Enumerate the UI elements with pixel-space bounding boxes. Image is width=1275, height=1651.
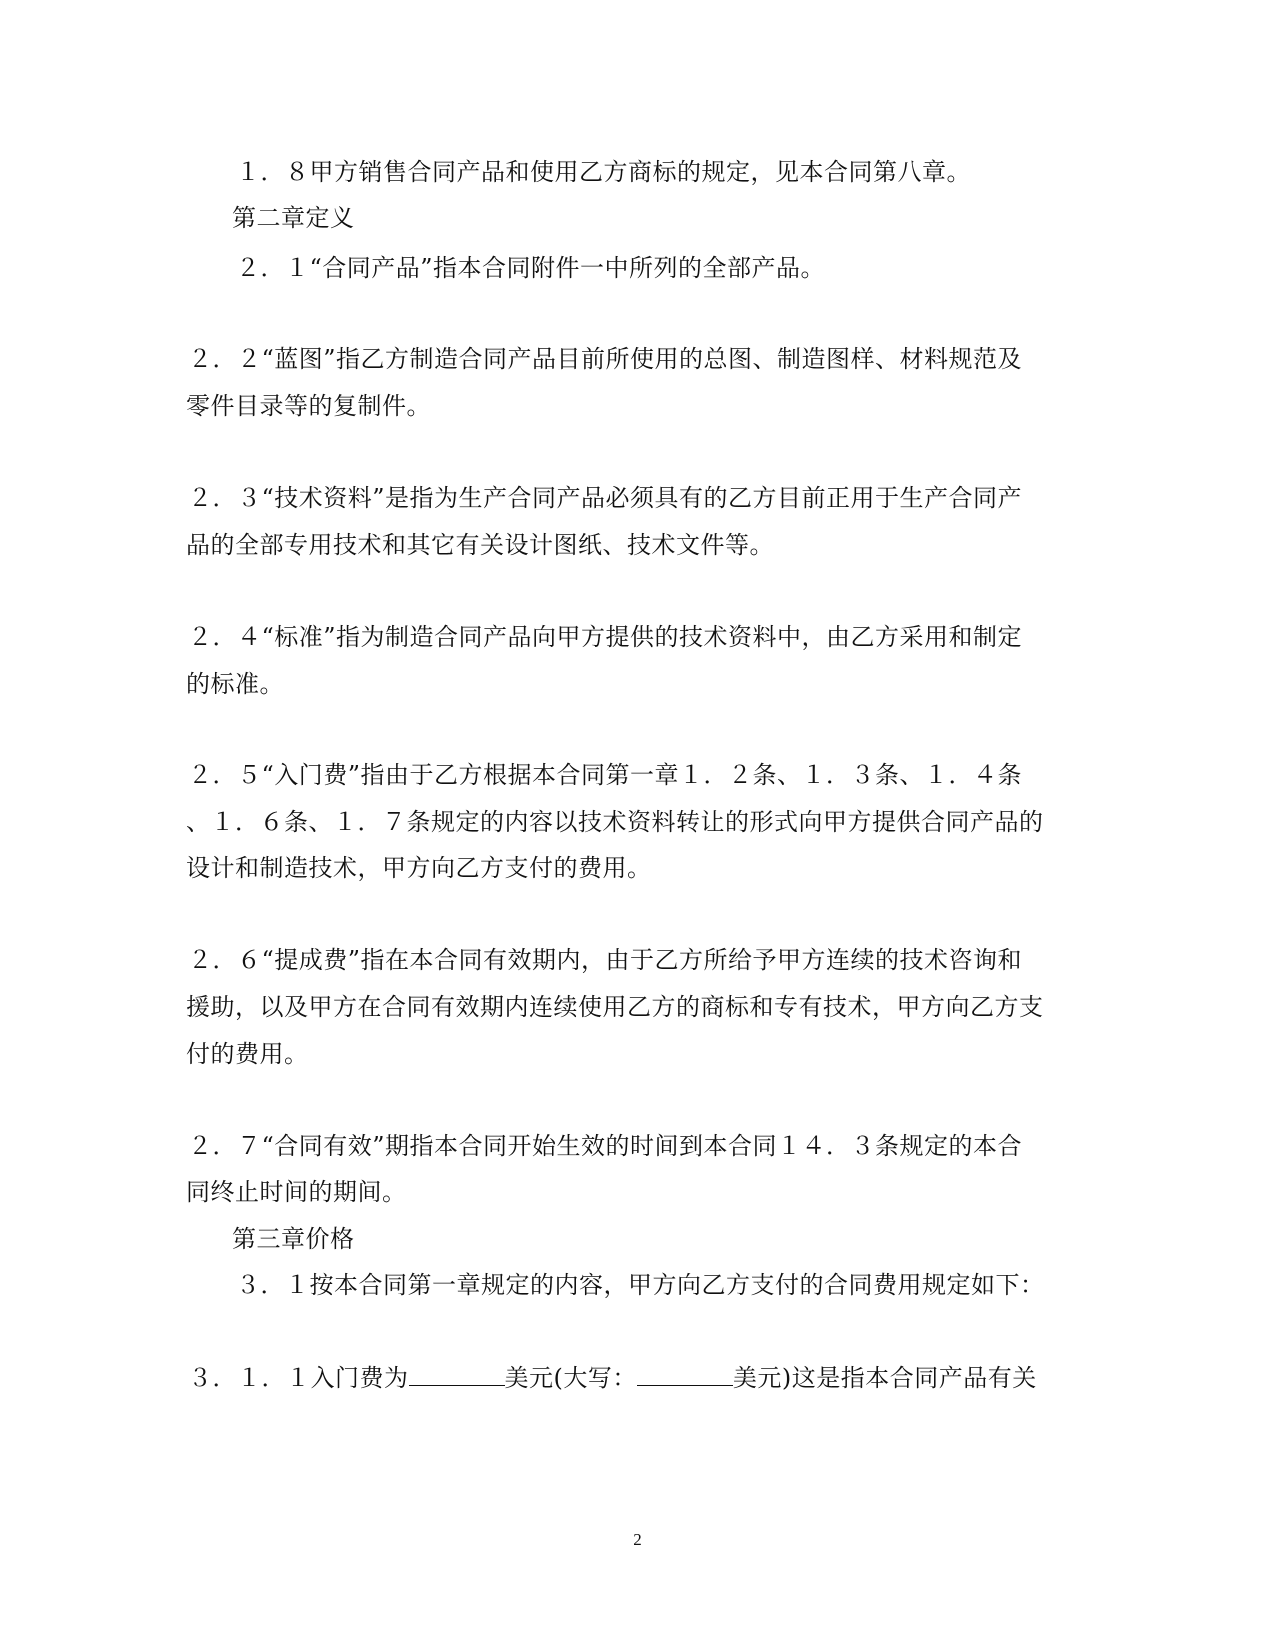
clause-2-3-line-1: ２．３“技术资料”是指为生产合同产品必须具有的乙方目前正用于生产合同产: [188, 484, 1023, 512]
clause-2-7-line-2: 同终止时间的期间。: [186, 1178, 407, 1206]
page-number: 2: [633, 1530, 642, 1549]
clause-3-1: ３．１按本合同第一章规定的内容，甲方向乙方支付的合同费用规定如下：: [236, 1271, 1045, 1299]
clause-2-4-line-2: 的标准。: [186, 670, 284, 698]
clause-2-2-line-1: ２．２“蓝图”指乙方制造合同产品目前所使用的总图、制造图样、材料规范及: [188, 345, 1023, 373]
clause-2-3-line-2: 品的全部专用技术和其它有关设计图纸、技术文件等。: [186, 531, 774, 559]
clause-3-1-1-text-c: 美元)这是指本合同产品有关: [732, 1364, 1037, 1392]
clause-2-6-line-2: 援助，以及甲方在合同有效期内连续使用乙方的商标和专有技术，甲方向乙方支: [186, 993, 1044, 1021]
clause-2-5-line-1: ２．５“入门费”指由于乙方根据本合同第一章１．２条、１．３条、１．４条: [188, 761, 1023, 789]
clause-3-1-1-text-a: ３．１．１入门费为: [188, 1364, 409, 1392]
chapter-2-heading: 第二章定义: [232, 204, 355, 232]
clause-2-5-line-3: 设计和制造技术，甲方向乙方支付的费用。: [186, 854, 652, 882]
clause-2-5-line-2: 、１．６条、１．７条规定的内容以技术资料转让的形式向甲方提供合同产品的: [186, 808, 1044, 836]
clause-2-2-line-2: 零件目录等的复制件。: [186, 392, 431, 420]
clause-2-6-line-1: ２．６“提成费”指在本合同有效期内，由于乙方所给予甲方连续的技术咨询和: [188, 946, 1023, 974]
clause-3-1-1-text-b: 美元(大写：: [504, 1364, 637, 1392]
fill-in-blank-amount-in-words: [637, 1363, 733, 1386]
clause-1-8: １．８甲方销售合同产品和使用乙方商标的规定，见本合同第八章。: [236, 158, 971, 186]
clause-2-6-line-3: 付的费用。: [186, 1040, 309, 1068]
clause-2-4-line-1: ２．４“标准”指为制造合同产品向甲方提供的技术资料中，由乙方采用和制定: [188, 623, 1023, 651]
chapter-3-heading: 第三章价格: [232, 1225, 355, 1253]
clause-2-1: ２．１“合同产品”指本合同附件一中所列的全部产品。: [236, 254, 826, 282]
clause-3-1-1: [188, 1363, 1037, 1392]
clause-2-7-line-1: ２．７“合同有效”期指本合同开始生效的时间到本合同１４．３条规定的本合: [188, 1132, 1023, 1160]
fill-in-blank-amount: [409, 1363, 505, 1386]
